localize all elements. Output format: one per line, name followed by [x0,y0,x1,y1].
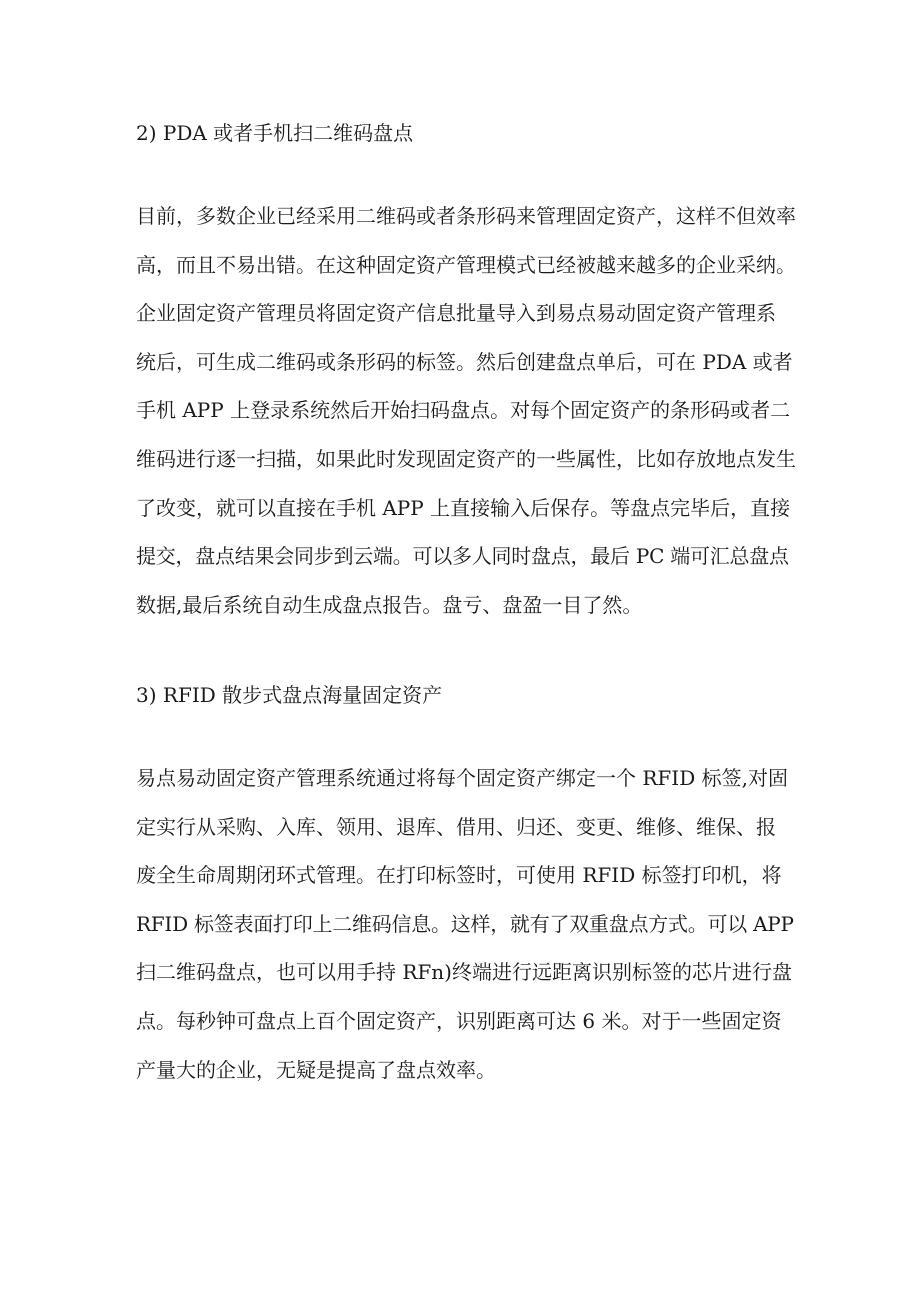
paragraph-line: 废全生命周期闭环式管理。在打印标签时，可使用 RFID 标签打印机，将 [136,863,782,888]
paragraph-line: 产量大的企业，无疑是提高了盘点效率。 [136,1057,496,1082]
paragraph-line: 点。每秒钟可盘点上百个固定资产，识别距离可达 6 米。对于一些固定资 [136,1008,782,1033]
paragraph-line: 易点易动固定资产管理系统通过将每个固定资产绑定一个 RFID 标签,对固 [136,766,788,790]
paragraph-line: RFID 标签表面打印上二维码信息。这样，就有了双重盘点方式。可以 APP [136,911,794,936]
paragraph-line: 统后，可生成二维码或条形码的标签。然后创建盘点单后，可在 PDA 或者 [136,349,793,374]
paragraph-line: 企业固定资产管理员将固定资产信息批量导入到易点易动固定资产管理系 [136,301,776,326]
section-2-paragraph [136,201,796,638]
paragraph-line: 扫二维码盘点，也可以用手持 RFn)终端进行远距离识别标签的芯片进行盘 [136,960,792,985]
paragraph-line: 了改变，就可以直接在手机 APP 上直接输入后保存。等盘点完毕后，直接 [136,495,791,520]
paragraph-line: 手机 APP 上登录系统然后开始扫码盘点。对每个固定资产的条形码或者二 [136,398,791,423]
paragraph-line: 定实行从采购、入库、领用、退库、借用、归还、变更、维修、维保、报 [136,814,776,839]
paragraph-line: 高，而且不易出错。在这种固定资产管理模式已经被越来越多的企业采纳。 [136,252,796,277]
section-2-heading: 2) PDA 或者手机扫二维码盘点 [136,121,414,145]
paragraph-line: 维码进行逐一扫描，如果此时发现固定资产的一些属性，比如存放地点发生 [136,446,796,471]
paragraph-line: 数据,最后系统自动生成盘点报告。盘亏、盘盈一目了然。 [136,592,643,617]
paragraph-line: 提交，盘点结果会同步到云端。可以多人同时盘点，最后 PC 端可汇总盘点 [136,544,789,569]
section-3-paragraph [136,763,796,1103]
section-3-heading: 3) RFID 散步式盘点海量固定资产 [136,683,443,707]
paragraph-line: 目前，多数企业已经采用二维码或者条形码来管理固定资产，这样不但效率 [136,204,796,228]
